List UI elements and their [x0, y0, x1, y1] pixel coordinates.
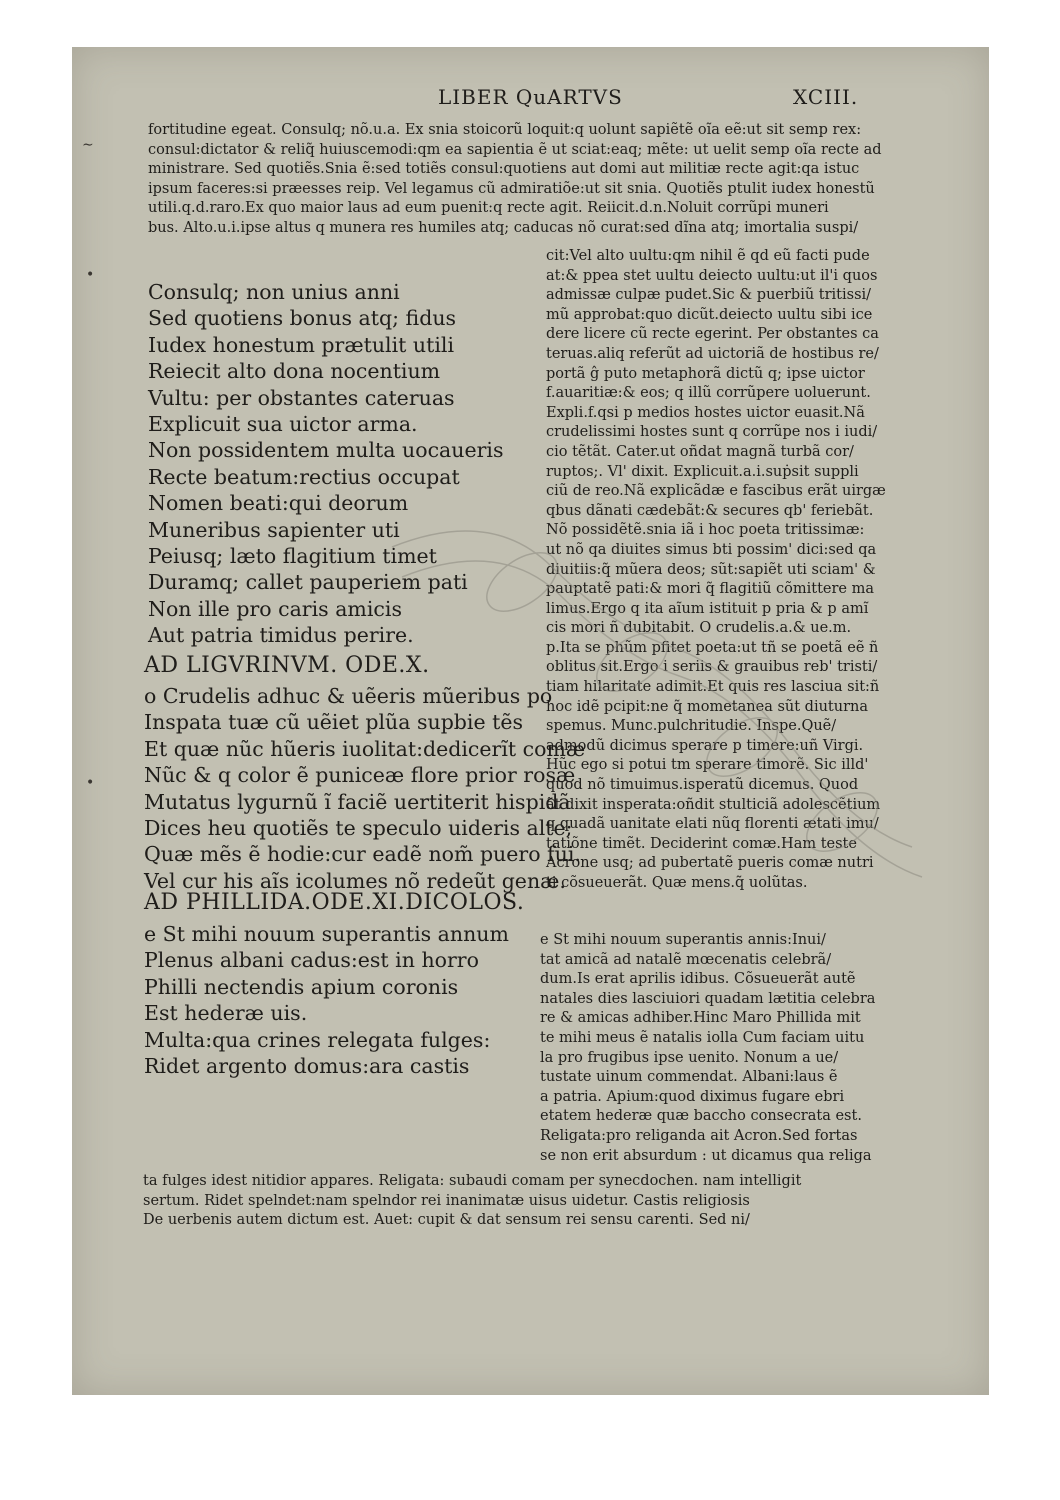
verse-line: o Crudelis adhuc & uẽeris mũeribus po: [144, 684, 553, 708]
commentary-line: natales dies lasciuiori quadam lætitia celebra: [540, 990, 876, 1007]
commentary-line: Nõ possidẽtẽ.snia iã i hoc poeta tritissimæ:: [546, 522, 865, 539]
verse-line: Peiusq; læto flagitium timet: [148, 544, 437, 569]
commentary-line: ruptos;. Vl' dixit. Explicuit.a.i.suṗsit suppli: [546, 463, 859, 480]
verse-line: Inspata tuæ cũ uẽiet plũa supbie tẽs: [144, 710, 524, 735]
commentary-line: diuitiis:q̃ mũera deos; sũt:sapiẽt uti sciam' &: [546, 561, 876, 578]
top-commentary: [148, 121, 882, 239]
verse-line: Quæ mẽs ẽ hodie:cur eadẽ nom̃ puero fui.: [144, 842, 581, 867]
verse-line: Sed quotiens bonus atq; fidus: [148, 306, 457, 331]
verse-line: Iudex honestum prætulit utili: [148, 332, 455, 357]
verse-line: Ridet argento domus:ara castis: [144, 1054, 470, 1079]
verse-line: Mutatus lygurnũ ĩ faciẽ uertiterit hispidã: [144, 789, 571, 814]
commentary-line: tustate uinum commendat. Albani:laus ẽ: [540, 1069, 838, 1086]
commentary-line: portã ĝ puto metaphorã dictũ q; ipse uictor: [546, 365, 865, 382]
margin-pen-mark: ∼: [82, 137, 94, 153]
verse-line: e St mihi nouum superantis annum: [144, 922, 509, 946]
bottom-commentary: [143, 1172, 801, 1231]
commentary-line: admissæ culpæ pudet.Sic & puerbiũ tritissi/: [546, 287, 872, 304]
commentary-line: pauptatẽ pati:& mori q̃ flagitiũ cõmittere ma: [546, 581, 875, 598]
commentary-line: crudelissimi hostes sunt q corrũpe nos i iudi/: [546, 424, 878, 441]
commentary-line: etatem hederæ quæ baccho consecrata est.: [540, 1108, 862, 1125]
commentary-line: te mihi meus ẽ natalis iolla Cum faciam uitu: [540, 1029, 865, 1046]
commentary-line: e St mihi nouum superantis annis:Inui/: [540, 932, 826, 948]
ode-xi-commentary: [540, 931, 875, 1166]
commentary-line: teruas.aliq referũt ad uictoriã de hostibus re/: [546, 345, 879, 362]
commentary-line: sertum. Ridet spelndet:nam spelndor rei inanimatæ uisus uidetur. Castis religiosis: [143, 1192, 750, 1209]
commentary-line: ãt dixit insperata:oñdit stulticiã adolescẽtium: [546, 796, 881, 813]
poem-ode-x: [144, 683, 585, 894]
verse-line: Nomen beati:qui deorum: [148, 491, 409, 516]
commentary-line: Hũc ego si potui tm sperare timorẽ. Sic illd': [546, 757, 869, 774]
verse-line: Muneribus sapienter uti: [148, 517, 400, 542]
verse-line: Recte beatum:rectius occupat: [148, 464, 460, 489]
commentary-line: tat amicã ad natalẽ mœcenatis celebrã/: [540, 951, 832, 968]
commentary-line: ipsum faceres:si præesses reip. Vel legamus cũ admiratiõe:ut sit snia. Quotiẽs ptulit iudex honestũ: [148, 180, 875, 197]
commentary-line: De uerbenis autem dictum est. Auet: cupit & dat sensum rei sensu carenti. Sed ni/: [143, 1212, 750, 1229]
margin-dot-mark: •: [86, 267, 95, 283]
verse-line: Consulq; non unius anni: [148, 280, 400, 304]
verse-line: Explicuit sua uictor arma.: [148, 412, 418, 437]
commentary-line: se non erit absurdum : ut dicamus qua religa: [540, 1147, 872, 1164]
commentary-line: qbus dãnati cædebãt:& secures qb' feriebãt.: [546, 502, 874, 519]
commentary-line: ta fulges idest nitidior appares. Religata: subaudi comam per synecdochen. nam intelligit: [143, 1173, 802, 1189]
folio-number: XCIII.: [793, 85, 859, 109]
commentary-line: tatiõne timẽt. Deciderint comæ.Ham teste: [546, 835, 857, 852]
commentary-line: mũ approbat:quo dicũt.deiecto uultu sibi ice: [546, 306, 873, 323]
verse-line: Philli nectendis apium coronis: [144, 974, 459, 999]
commentary-line: ministrare. Sed quotiẽs.Snia ẽ:sed totiẽs consul:quotiens aut domi aut militiæ recte agit:qa istuc: [148, 161, 860, 178]
commentary-line: cio tẽtãt. Cater.ut oñdat magnã turbã cor/: [546, 443, 854, 460]
commentary-line: limus.Ergo q ita aĩum istituit p pria & p amĩ: [546, 600, 869, 617]
verse-line: Dices heu quotiẽs te speculo uideris alte;: [144, 816, 573, 841]
verse-line: Non ille pro caris amicis: [148, 596, 402, 621]
commentary-line: tiam hilaritate adimit.Et quis res lasciua sit:ñ: [546, 679, 880, 696]
commentary-line: a patria. Apium:quod diximus fugare ebri: [540, 1088, 845, 1105]
commentary-line: q quadã uanitate elati nũq florenti ætati imu/: [546, 816, 879, 833]
verse-line: Est hederæ uis.: [144, 1001, 308, 1026]
commentary-line: la pro frugibus ipse uenito. Nonum a ue/: [540, 1049, 839, 1066]
verse-line: Non possidentem multa uocaueris: [148, 438, 504, 463]
verse-line: Vultu: per obstantes cateruas: [148, 385, 455, 410]
commentary-line: Expli.f.qsi p medios hostes uictor euasit.Nã: [546, 404, 865, 421]
commentary-line: admodũ dicimus sperare p timere:uñ Virgi.: [546, 737, 864, 754]
commentary-line: utili.q.d.raro.Ex quo maior laus ad eum puenit:q recte agit. Reiicit.d.n.Noluit corrũpi muneri: [148, 200, 829, 217]
poem-ode-ix-ending: [148, 279, 503, 649]
verse-line: Duramq; callet pauperiem pati: [148, 570, 468, 595]
verse-line: Aut patria timidus perire.: [148, 623, 414, 648]
commentary-line: ut nõ qa diuites simus bti possim' dici:sed qa: [546, 541, 877, 558]
commentary-line: fortitudine egeat. Consulq; nõ.u.a. Ex snia stoicorũ loquit:q uolunt sapiẽtẽ oĩa eẽ:ut sit semp rex:: [148, 122, 862, 138]
commentary-line: cis mori ñ dubitabit. O crudelis.a.& ue.m.: [546, 620, 852, 637]
verse-line: Et quæ nũc hũeris iuolitat:dedicerĩt comæ: [144, 736, 586, 761]
commentary-line: quod nõ timuimus.isperatũ dicemus. Quod: [546, 777, 859, 794]
ode-xi-heading: AD PHILLIDA.ODE.XI.DICOLOS.: [144, 890, 525, 915]
commentary-line: Religata:pro religanda ait Acron.Sed fortas: [540, 1127, 858, 1144]
commentary-line: spemus. Munc.pulchritudie. Inspe.Quẽ/: [546, 718, 837, 735]
commentary-line: dere licere cũ recte egerint. Per obstantes ca: [546, 326, 879, 343]
right-commentary: [546, 247, 886, 894]
commentary-line: bus. Alto.u.i.ipse altus q munera res humiles atq; caducas nõ curat:sed dĩna atq; imortalia suspi/: [148, 219, 859, 236]
ode-x-heading: AD LIGVRINVM. ODE.X.: [144, 653, 430, 678]
commentary-line: at:& ppea stet uultu deiecto uultu:ut il'i quos: [546, 267, 878, 284]
commentary-line: Acrone usq; ad pubertatẽ pueris comæ nutri: [546, 855, 874, 872]
verse-line: Multa:qua crines relegata fulges:: [144, 1027, 491, 1052]
verse-line: Reiecit alto dona nocentium: [148, 359, 441, 384]
margin-dot-mark: •: [86, 775, 95, 791]
verse-line: Nũc & q color ẽ puniceæ flore prior rosæ: [144, 763, 576, 788]
verse-line: Vel cur his aĩs icolumes nõ redeũt genæ.: [144, 868, 566, 893]
commentary-line: hoc idẽ pcipit:ne q̃ mometanea sũt diuturna: [546, 698, 869, 715]
poem-ode-xi: [144, 921, 509, 1079]
commentary-line: cit:Vel alto uultu:qm nihil ẽ qd eũ facti pude: [546, 248, 870, 264]
commentary-line: ti cõsueuerãt. Quæ mens.q̃ uolũtas.: [546, 875, 808, 891]
commentary-line: oblitus sit.Ergo i seriis & grauibus reb' tristi/: [546, 659, 878, 676]
commentary-line: ciũ de reo.Nã explicãdæ e fascibus erãt uirgæ: [546, 483, 886, 500]
commentary-line: re & amicas adhiber.Hinc Maro Phillida mit: [540, 1010, 861, 1027]
commentary-line: p.Ita se phũm pfitet poeta:ut tñ se poetã eẽ ñ: [546, 639, 879, 656]
commentary-line: dum.Is erat aprilis idibus. Cõsueuerãt autẽ: [540, 971, 856, 988]
running-header-title: LIBER QuARTVS: [438, 85, 623, 109]
book-page: [72, 47, 989, 1395]
verse-line: Plenus albani cadus:est in horro: [144, 948, 479, 973]
commentary-line: consul:dictator & reliq̃ huiuscemodi:qm ea sapientia ẽ ut sciat:eaq; mẽte: ut uelit semp oĩa recte ad: [148, 141, 882, 158]
commentary-line: f.auaritiæ:& eos; q illũ corrũpere uoluerunt.: [546, 385, 871, 402]
